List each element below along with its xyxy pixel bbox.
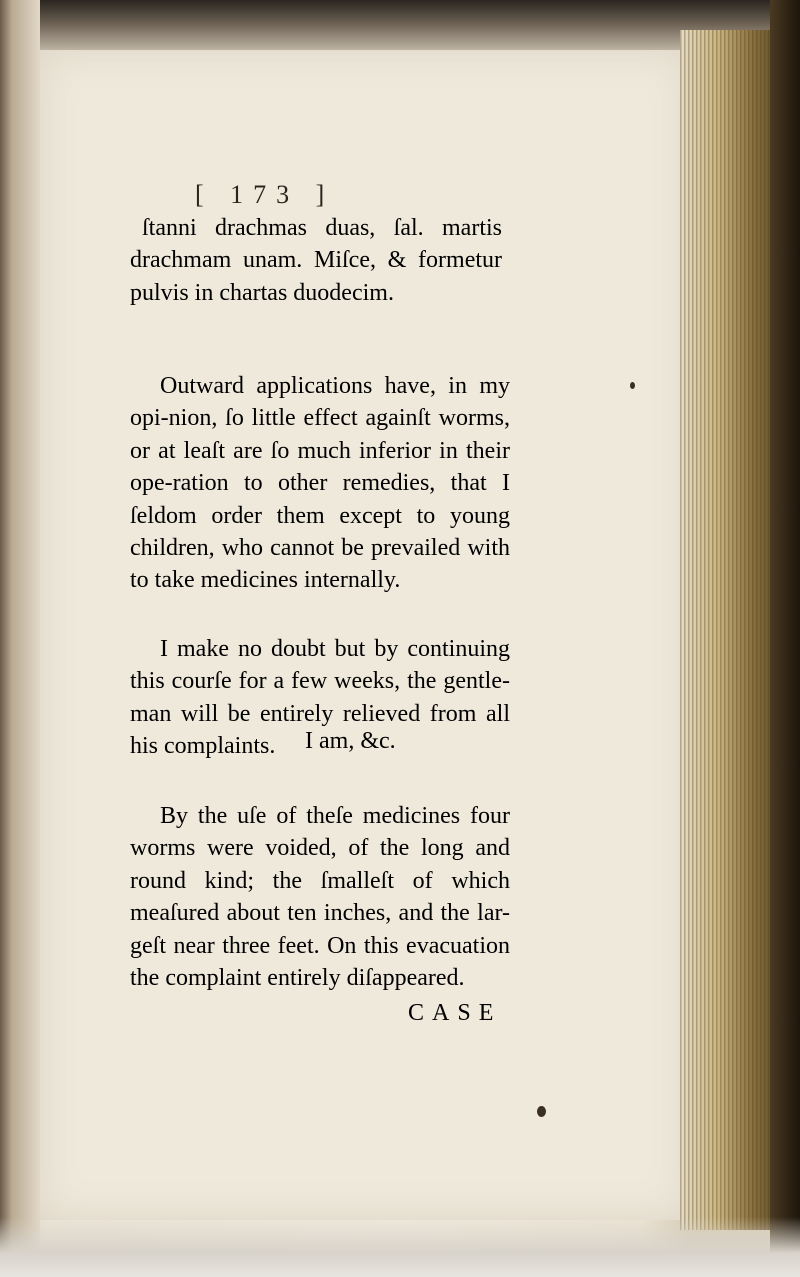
paragraph-continuing-course: I make no doubt but by continuing this courſe for a few weeks, the gentle-man will be entirely relieved from all his complaints.	[130, 636, 510, 760]
letter-closing: I am, &c.	[305, 728, 396, 754]
paragraph-worms-voided: By the uſe of theſe medicines four worms were voided, of the long and round kind; the ſmalleſt of which meaſured about ten inches, and the lar-geſt near three feet. On this evacuation the complaint entirely diſappeared.	[130, 803, 510, 992]
page-number: [ 173 ]	[195, 180, 335, 209]
catchword: CASE	[408, 1000, 502, 1026]
paragraph-recipe: ſtanni drachmas duas, ſal. martis drachmam unam. Miſce, & formetur pulvis in chartas duodecim.	[130, 215, 502, 306]
binding-edge	[0, 0, 40, 1277]
ink-speck	[630, 382, 635, 389]
book-cover-edge	[770, 0, 800, 1277]
scan-bottom-margin	[0, 1217, 800, 1277]
paragraph-outward-applications: Outward applications have, in my opi-nion, ſo little effect againſt worms, or at leaſt are ſo much inferior in their ope-ration to other remedies, that I ſeldom order them except to young children, who cannot be prevailed with to take medicines internally.	[130, 373, 510, 594]
ink-speck	[537, 1106, 546, 1117]
